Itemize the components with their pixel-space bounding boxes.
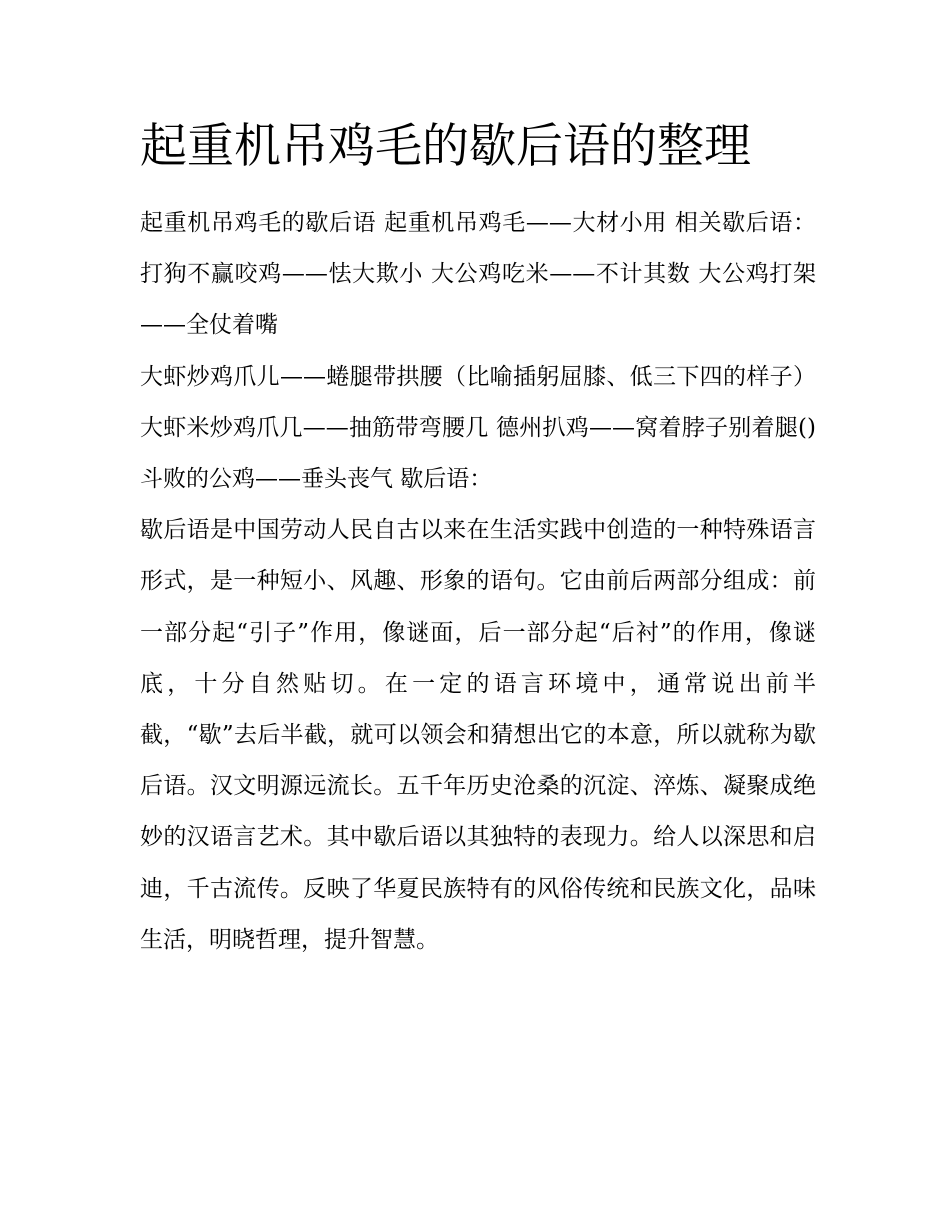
paragraph-idioms-shrimp: 大虾炒鸡爪儿——蜷腿带拱腰（比喻插躬屈膝、低三下四的样子） 大虾米炒鸡爪几——抽筋带弯腰几 德州扒鸡——窝着脖子别着腿() 斗败的公鸡——垂头丧气 歇后语： bbox=[140, 363, 816, 493]
document-title: 起重机吊鸡毛的歇后语的整理 bbox=[140, 119, 751, 174]
paragraph-idioms-crane: 起重机吊鸡毛的歇后语 起重机吊鸡毛——大材小用 相关歇后语： 打狗不赢咬鸡——怯大欺小 大公鸡吃米——不计其数 大公鸡打架——全仗着嘴 bbox=[140, 210, 816, 339]
paragraph-xiehouyu-intro: 歇后语是中国劳动人民自古以来在生活实践中创造的一种特殊语言形式，是一种短小、风趣、形象的语句。它由前后两部分组成：前一部分起“引子”作用，像谜面，后一部分起“后衬”的作用，像谜底，十分自然贴切。在一定的语言环境中，通常说出前半截，“歇”去后半截，就可以领会和猜想出它的本意，所以就称为歇后语。汉文明源远流长。五千年历史沧桑的沉淀、淬炼、凝聚成绝妙的汉语言艺术。其中歇后语以其独特的表现力。给人以深思和启迪，千古流传。反映了华夏民族特有的风俗传统和民族文化，品味生活，明晓哲理，提升智慧。 bbox=[140, 517, 816, 953]
document-body bbox=[140, 198, 816, 966]
